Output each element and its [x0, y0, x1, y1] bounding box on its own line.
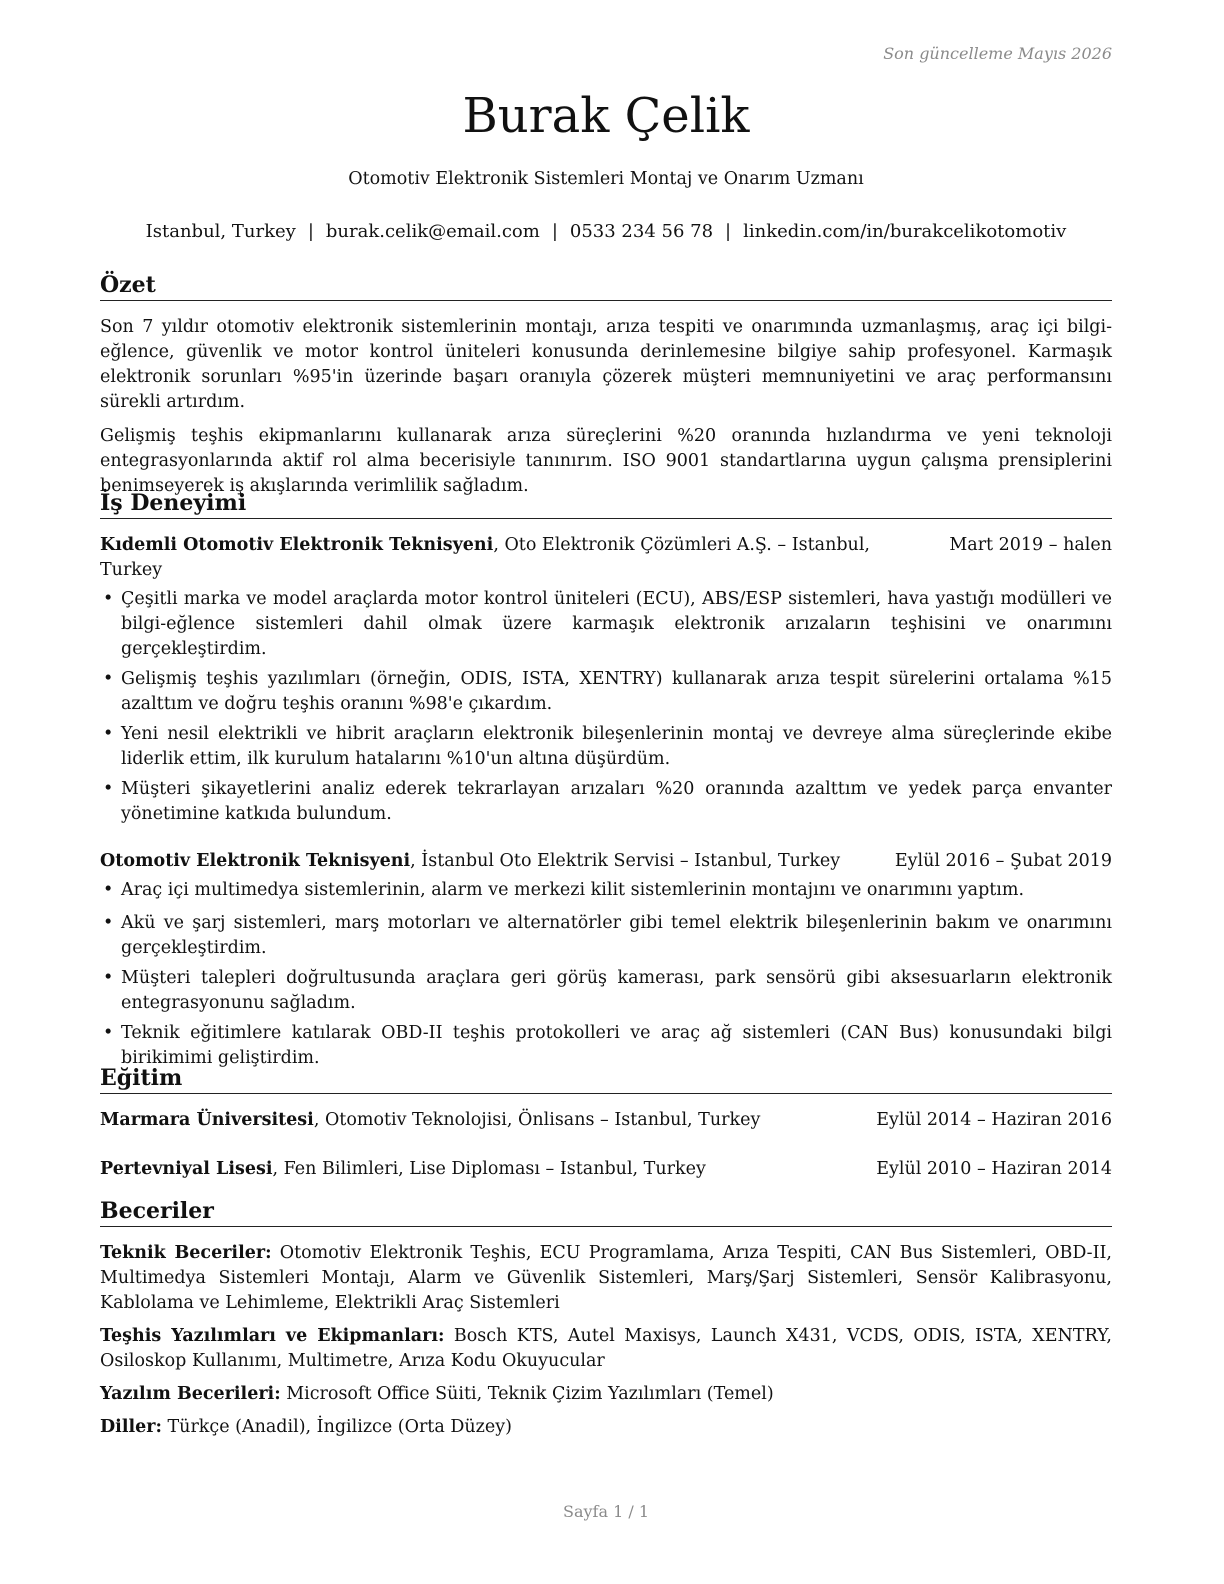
- education-detail: , Fen Bilimleri, Lise Diploması – Istanbul, Turkey: [272, 1159, 706, 1179]
- summary-paragraph: Gelişmiş teşhis ekipmanlarını kullanarak arıza süreçlerini %20 oranında hızlandırma ve yeni teknoloji entegrasyonlarında aktif rol alma becerisiyle tanınırım. ISO 9001 standartlarına uygun çalışma prensiplerini benimseyerek iş akışlarında verimlilik sağladım.: [100, 426, 1112, 496]
- job-bullet: • Müşteri şikayetlerini analiz ederek tekrarlayan arızaları %20 oranında azalttım ve yedek parça envanter yönetimine katkıda bulundum.: [100, 777, 1112, 827]
- contact-separator: |: [725, 221, 732, 242]
- last-updated: Son güncelleme Mayıs 2026: [883, 44, 1112, 63]
- education-heading: Eğitim: [100, 1065, 1112, 1094]
- job-bullet: • Araç içi multimedya sistemlerinin, alarm ve merkezi kilit sistemlerinin montajını ve onarımını yaptım.: [100, 878, 1112, 903]
- job-header: [100, 533, 1112, 583]
- job-bullet: • Çeşitli marka ve model araçlarda motor kontrol üniteleri (ECU), ABS/ESP sistemleri, hava yastığı modülleri ve bilgi-eğlence sistemleri dahil olmak üzere karmaşık elektronik arızaların teşhisini ve onarımını gerçekleştirdim.: [100, 587, 1112, 662]
- contact-separator: |: [551, 221, 558, 242]
- education-school: Marmara Üniversitesi: [100, 1110, 314, 1130]
- job-entry: [100, 533, 1112, 827]
- experience-section: [100, 490, 1112, 1071]
- job-bullet: • Yeni nesil elektrikli ve hibrit araçların elektronik bileşenlerinin montaj ve devreye alma süreçlerinde ekibe liderlik ettim, ilk kurulum hatalarını %10'un altına düşürdüm.: [100, 722, 1112, 772]
- education-dates: Eylül 2010 – Haziran 2014: [876, 1159, 1112, 1179]
- resume-page: [100, 0, 1112, 1584]
- job-bullets: [100, 587, 1112, 827]
- skill-group: [100, 1241, 1112, 1316]
- skill-group: [100, 1324, 1112, 1374]
- skill-label: Diller:: [100, 1417, 162, 1437]
- education-section: [100, 1065, 1112, 1182]
- skill-group: [100, 1415, 1112, 1440]
- job-role: Kıdemli Otomotiv Elektronik Teknisyeni: [100, 535, 494, 555]
- candidate-name: Burak Çelik: [462, 88, 750, 144]
- contact-email[interactable]: burak.celik@email.com: [325, 221, 540, 242]
- education-dates: Eylül 2014 – Haziran 2016: [876, 1110, 1112, 1130]
- skill-group: [100, 1382, 1112, 1407]
- summary-heading: Özet: [100, 272, 1112, 301]
- job-bullet: • Gelişmiş teşhis yazılımları (örneğin, ODIS, ISTA, XENTRY) kullanarak arıza tespit sürelerini ortalama %15 azalttım ve doğru teşhis oranını %98'e çıkardım.: [100, 667, 1112, 717]
- skill-text: Otomotiv Elektronik Teşhis, ECU Programlama, Arıza Tespiti, CAN Bus Sistemleri, OBD-II, Multimedya Sistemleri Montajı, Alarm ve Güvenlik Sistemleri, Marş/Şarj Sistemleri, Sensör Kalibrasyonu, Kablolama ve Lehimleme, Elektrikli Araç Sistemleri: [100, 1243, 1112, 1313]
- job-entry: [100, 849, 1112, 1071]
- education-school: Pertevniyal Lisesi: [100, 1159, 273, 1179]
- contact-location: Istanbul, Turkey: [145, 221, 296, 242]
- summary-section: [100, 272, 1112, 499]
- skill-label: Yazılım Becerileri:: [100, 1384, 281, 1404]
- contact-separator: |: [307, 221, 314, 242]
- job-header: [100, 849, 1112, 874]
- job-bullet: • Teknik eğitimlere katılarak OBD-II teşhis protokolleri ve araç ağ sistemleri (CAN Bus) konusundaki bilgi birikimimi geliştirdim.: [100, 1021, 1112, 1071]
- contact-phone[interactable]: 0533 234 56 78: [569, 221, 714, 242]
- job-role: Otomotiv Elektronik Teknisyeni: [100, 851, 411, 871]
- job-company: , Oto Elektronik Çözümleri A.Ş. – Istanbul, Turkey: [100, 535, 870, 580]
- skill-text: Microsoft Office Süiti, Teknik Çizim Yazılımları (Temel): [280, 1384, 774, 1404]
- skill-text: Türkçe (Anadil), İngilizce (Orta Düzey): [161, 1417, 512, 1437]
- page-number: Sayfa 1 / 1: [562, 1502, 649, 1521]
- skills-section: [100, 1198, 1112, 1440]
- skill-text: Bosch KTS, Autel Maxisys, Launch X431, VCDS, ODIS, ISTA, XENTRY, Osiloskop Kullanımı, Multimetre, Arıza Kodu Okuyucular: [100, 1326, 1112, 1371]
- contact-line: [100, 220, 1112, 244]
- contact-linkedin[interactable]: linkedin.com/in/burakcelikotomotiv: [743, 221, 1067, 242]
- skill-label: Teknik Beceriler:: [100, 1243, 272, 1263]
- job-dates: Mart 2019 – halen: [949, 535, 1112, 555]
- experience-heading: İş Deneyimi: [100, 490, 1112, 519]
- education-entry: [100, 1108, 1112, 1133]
- skill-label: Teşhis Yazılımları ve Ekipmanları:: [100, 1326, 445, 1346]
- skills-heading: Beceriler: [100, 1198, 1112, 1227]
- job-bullet: • Müşteri talepleri doğrultusunda araçlara geri görüş kamerası, park sensörü gibi aksesuarların elektronik entegrasyonunu sağladım.: [100, 966, 1112, 1016]
- education-entry: [100, 1157, 1112, 1182]
- summary-paragraph: Son 7 yıldır otomotiv elektronik sistemlerinin montajı, arıza tespiti ve onarımında uzmanlaşmış, araç içi bilgi-eğlence, güvenlik ve motor kontrol üniteleri konusunda derinlemesine bilgiye sahip profesyonel. Karmaşık elektronik sorunları %95'in üzerinde başarı oranıyla çözerek müşteri memnuniyetini ve araç performansını sürekli artırdım.: [100, 317, 1112, 412]
- job-bullet: • Akü ve şarj sistemleri, marş motorları ve alternatörler gibi temel elektrik bileşenlerinin bakım ve onarımını gerçekleştirdim.: [100, 911, 1112, 961]
- job-company: , İstanbul Oto Elektrik Servisi – Istanbul, Turkey: [410, 851, 841, 871]
- education-detail: , Otomotiv Teknolojisi, Önlisans – Istanbul, Turkey: [313, 1110, 761, 1130]
- job-bullets: [100, 878, 1112, 1071]
- job-dates: Eylül 2016 – Şubat 2019: [894, 851, 1112, 871]
- candidate-title: Otomotiv Elektronik Sistemleri Montaj ve Onarım Uzmanı: [348, 169, 864, 189]
